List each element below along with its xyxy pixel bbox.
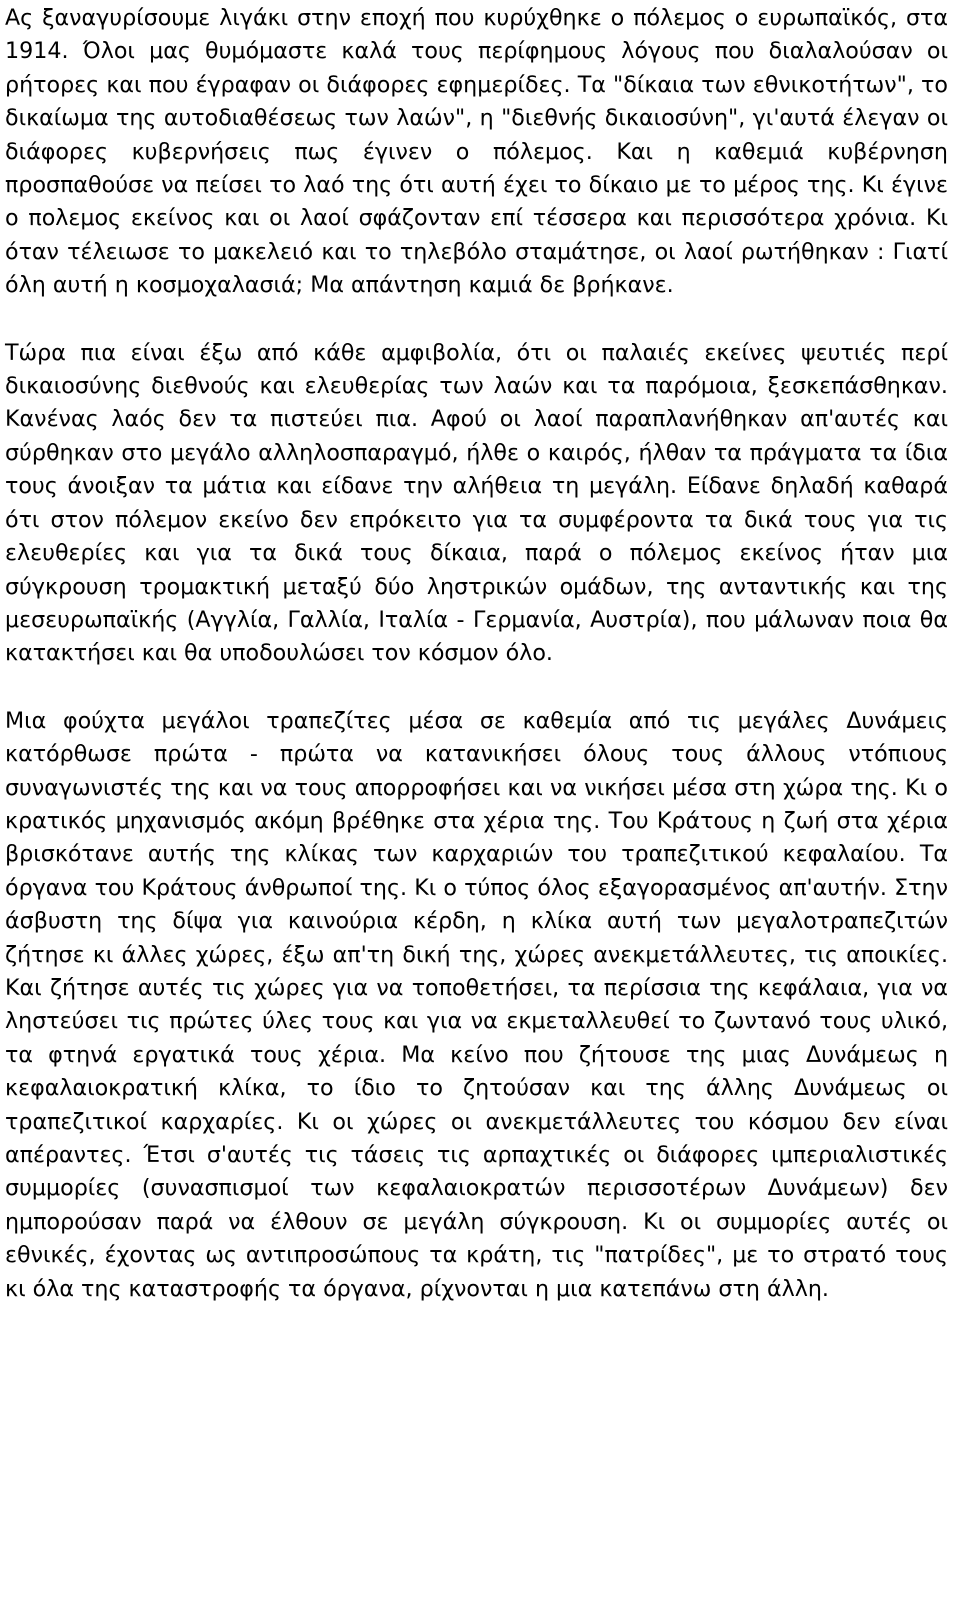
sentence: Του Κράτους η ζωή στα χέρια βρισκότανε αυτής της κλίκας των καρχαριών του τραπεζιτικού κεφαλαίου. xyxy=(5,807,948,868)
sentence: Στην άσβυστη της δίψα για καινούρια κέρδη, η κλίκα αυτή των μεγαλοτραπεζιτών ζήτησε κι άλλες χώρες, έξω απ'τη δική της, χώρες ανεκμετάλλευτες, τις αποικίες. xyxy=(5,874,948,968)
sentence: Τώρα πια είναι έξω από κάθε αμφιβολία, ότι οι παλαιές εκείνες ψευτιές περί δικαιοσύνης διεθνούς και ελευθερίας των λαών και τα παρόμοια, ξεσκεπάσθηκαν. xyxy=(5,339,948,400)
sentence: Μια φούχτα μεγάλοι τραπεζίτες μέσα σε καθεμία από τις μεγάλες Δυνάμεις κατόρθωσε πρώτα - πρώτα να κατανικήσει όλους τους άλλους ντόπιους συναγωνιστές της και να τους απορροφήσει και να νικήσει μέσα στη χώρα της. xyxy=(5,707,948,801)
sentence: Κι οι συμμορίες αυτές οι εθνικές, έχοντας ως αντιπροσώπους τα κράτη, τις "πατρίδες", με το στρατό τους κι όλα της καταστροφής τα όργανα, ρίχνονται η μια κατεπάνω στη άλλη. xyxy=(5,1208,948,1302)
sentence: Είδανε δηλαδή καθαρά ότι στον πόλεμον εκείνο δεν επρόκειτο για τα συμφέροντα τα δικά τους για τις ελευθερίες και για τα δικά τους δίκαια, παρά ο πόλεμος εκείνος ήταν μια σύγκρουση τρομακτική μεταξύ δύο ληστρικών ομάδων, της ανταντικής και της μεσευρωπαϊκής (Αγγλία, Γαλλία, Ιταλία - Γερμανία, Αυστρία), που μάλωναν ποια θα κατακτήσει και θα υποδουλώσει τον κόσμον όλο. xyxy=(5,473,948,667)
sentence: Κι ο κρατικός μηχανισμός ακόμη βρέθηκε στα χέρια της. xyxy=(5,774,949,834)
sentence: Κι οι χώρες οι ανεκμετάλλευτες του κόσμου δεν είναι απέραντες. xyxy=(5,1108,949,1168)
sentence: Κι ο τύπος όλος εξαγορασμένος απ'αυτήν. xyxy=(414,874,887,901)
paragraph-truth-revealed xyxy=(5,337,948,671)
sentence: Αφού οι λαοί παραπλανήθηκαν απ'αυτές και σύρθηκαν στο μεγάλο αλληλοσπαραγμό, ήλθε ο καιρός, ήλθαν τα πράγματα τα ίδια τους άνοιξαν τα μάτια και είδανε την αλήθεια τη μεγάλη. xyxy=(5,406,948,500)
sentence: Και ζήτησε αυτές τις χώρες για να τοποθετήσει, τα περίσσια της κεφάλαια, για να ληστεύσει τις πρώτες ύλες τους και για να εκμεταλλευθεί το ζωντανό τους υλικό, τα φτηνά εργατικά τους χέρια. xyxy=(5,974,948,1068)
sentence: Τα όργανα του Κράτους άνθρωποί της. xyxy=(5,841,948,901)
sentence: Τα "δίκαια των εθνικοτήτων", το δικαίωμα της αυτοδιαθέσεως των λαών", η "διεθνής δικαιοσύνη", γι'αυτά έλεγαν οι διάφορες κυβερνήσεις πως έγινεν ο πόλεμος. xyxy=(5,71,948,165)
paragraph-bankers-and-powers xyxy=(5,705,948,1306)
paragraph-war-1914 xyxy=(5,2,948,303)
sentence: Κι έγινε ο πολεμος εκείνος και οι λαοί σφάζονταν επί τέσσερα και περισσότερα χρόνια. xyxy=(5,172,948,232)
sentence: Έτσι σ'αυτές τις τάσεις τις αρπαχτικές οι διάφορες ιμπεριαλιστικές συμμορίες (συνασπισμοί των κεφαλαιοκρατών περισσοτέρων Δυνάμεων) δεν ημπορούσαν παρά να έλθουν σε μεγάλη σύγκρουση. xyxy=(5,1142,948,1235)
sentence: Και η καθεμιά κυβέρνηση προσπαθούσε να πείσει το λαό της ότι αυτή έχει το δίκαιο με το μέρος της. xyxy=(5,138,948,199)
sentence: Μα κείνο που ζήτουσε της μιας Δυνάμεως η κεφαλαιοκρατική κλίκα, το ίδιο το ζητούσαν και της άλλης Δυνάμεως οι τραπεζιτικοί καρχαρίες. xyxy=(5,1041,949,1135)
sentence: Κανένας λαός δεν τα πιστεύει πια. xyxy=(5,406,418,433)
sentence: Κι όταν τέλειωσε το μακελειό και το τηλεβόλο σταμάτησε, οι λαοί ρωτήθηκαν : Γιατί όλη αυτή η κοσμοχαλασιά; Μα απάντηση καμιά δε βρήκανε. xyxy=(5,205,948,299)
sentence: Ας ξαναγυρίσουμε λιγάκι στην εποχή που κυρύχθηκε ο πόλεμος ο ευρωπαϊκός, στα 1914. xyxy=(5,5,948,65)
sentence: Όλοι μας θυμόμαστε καλά τους περίφημους λόγους που διαλαλούσαν οι ρήτορες και που έγραφαν οι διάφορες εφημερίδες. xyxy=(5,38,948,98)
